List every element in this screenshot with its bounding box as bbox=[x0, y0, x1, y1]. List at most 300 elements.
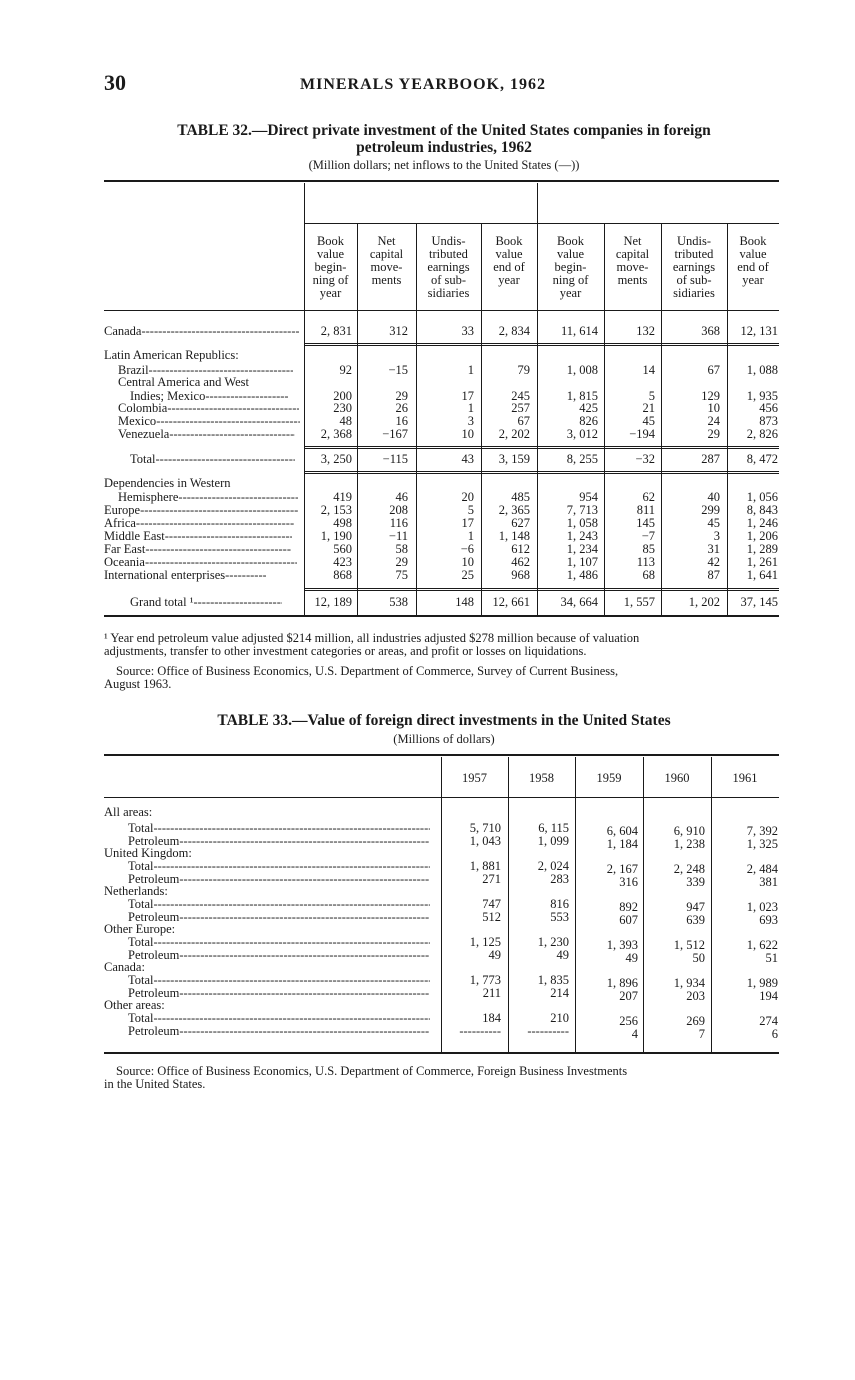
table-row bbox=[130, 453, 295, 466]
table32-cell: 48 bbox=[339, 414, 352, 428]
row-label: Total bbox=[128, 973, 154, 987]
row-label: Petroleum bbox=[128, 834, 180, 848]
row-label: Total bbox=[128, 897, 154, 911]
table32-col-header-line: earnings bbox=[672, 260, 716, 274]
table32-col-header-line: sidiaries bbox=[427, 286, 470, 300]
leader-dots bbox=[169, 428, 295, 441]
row-label: Colombia bbox=[118, 401, 168, 415]
table32-cell: 42 bbox=[707, 555, 720, 569]
table32-col-header-line: value bbox=[495, 247, 523, 261]
table-row bbox=[130, 596, 282, 609]
row-label: Mexico bbox=[118, 414, 157, 428]
table33-cell: ---------- bbox=[459, 1024, 501, 1038]
table32-col-header-line: ments bbox=[617, 273, 648, 287]
table32-cell: −6 bbox=[460, 542, 474, 556]
leader-dots bbox=[179, 911, 429, 924]
table32-cell: −11 bbox=[388, 529, 408, 543]
table32-cell: 67 bbox=[517, 414, 530, 428]
table32-cell: 456 bbox=[759, 401, 778, 415]
leader-dots bbox=[193, 596, 282, 609]
table33-cell: 1, 125 bbox=[469, 935, 501, 949]
table32-source-line2: August 1963. bbox=[104, 677, 172, 691]
table32-cell: 1, 815 bbox=[566, 389, 598, 403]
table32-total-rule bbox=[304, 471, 779, 472]
table33-cell: 214 bbox=[550, 986, 569, 1000]
table32-col-header-line: ning of bbox=[312, 273, 349, 287]
table32-cell: 1, 202 bbox=[688, 595, 720, 609]
table33-cell: 1, 512 bbox=[673, 938, 705, 952]
table32-cell: 8, 472 bbox=[746, 452, 778, 466]
table-row bbox=[128, 987, 429, 1000]
row-label: Petroleum bbox=[128, 872, 180, 886]
table32-group-rule bbox=[304, 223, 779, 224]
table32-cell: 2, 826 bbox=[746, 427, 778, 441]
table32-col-header-line: move- bbox=[616, 260, 649, 274]
table32-col-header bbox=[357, 235, 416, 287]
table32-col-header-line: ning of bbox=[552, 273, 589, 287]
table32-col-header-line: Book bbox=[739, 234, 767, 248]
table32-cell: 1, 056 bbox=[746, 490, 778, 504]
table32-col-header-line: of sub- bbox=[676, 273, 712, 287]
row-label: Oceania bbox=[104, 555, 145, 569]
table33-source-line2: in the United States. bbox=[104, 1077, 206, 1091]
table32-col-header bbox=[661, 235, 727, 300]
table32-col-header-line: move- bbox=[370, 260, 403, 274]
table-row bbox=[118, 428, 295, 441]
table32-cell: 75 bbox=[395, 568, 408, 582]
table33-cell: 7 bbox=[698, 1027, 705, 1041]
table33-cell: 947 bbox=[686, 900, 705, 914]
row-label: Far East bbox=[104, 542, 146, 556]
table32-col-header-line: begin- bbox=[314, 260, 347, 274]
table32-cell: 1, 148 bbox=[498, 529, 530, 543]
table32-cell: 627 bbox=[511, 516, 530, 530]
table32-title-line2: petroleum industries, 1962 bbox=[356, 139, 532, 156]
row-label: Petroleum bbox=[128, 910, 180, 924]
table32-cell: 17 bbox=[461, 516, 474, 530]
table33-cell: 210 bbox=[550, 1011, 569, 1025]
table32-cell: 29 bbox=[395, 555, 408, 569]
row-label: Central America and West bbox=[118, 375, 250, 389]
table32-total-rule bbox=[304, 345, 779, 346]
row-label: Brazil bbox=[118, 363, 149, 377]
leader-dots bbox=[178, 491, 298, 504]
table33-cell: 203 bbox=[686, 989, 705, 1003]
row-label: Other Europe: bbox=[104, 922, 176, 936]
table33-col-year: 1957 bbox=[462, 771, 487, 785]
table32-cell: 954 bbox=[579, 490, 598, 504]
table33-col-year: 1961 bbox=[732, 771, 758, 785]
table32-cell: 1, 935 bbox=[746, 389, 778, 403]
table33-cell: 6, 910 bbox=[673, 824, 705, 838]
table33-cell: 274 bbox=[759, 1014, 778, 1028]
table32-cell: 25 bbox=[461, 568, 474, 582]
table33-cell: 269 bbox=[686, 1014, 705, 1028]
table32-cell: −15 bbox=[388, 363, 408, 377]
leader-dots bbox=[154, 898, 430, 911]
row-label: Total bbox=[128, 935, 154, 949]
table32-cell: 113 bbox=[636, 555, 655, 569]
table32-top-rule bbox=[104, 180, 779, 182]
table32-cell: 10 bbox=[707, 401, 720, 415]
table32-cell: −7 bbox=[641, 529, 655, 543]
table32-col-header-line: tributed bbox=[429, 247, 468, 261]
table33-cell: 7, 392 bbox=[746, 824, 778, 838]
table33-cell: 283 bbox=[550, 872, 569, 886]
table33-cell: 1, 934 bbox=[673, 976, 705, 990]
table32-total-rule bbox=[304, 448, 779, 449]
table32-cell: 1 bbox=[467, 363, 474, 377]
table32-cell: 31 bbox=[707, 542, 720, 556]
table33-cell: 1, 622 bbox=[746, 938, 778, 952]
table32-cell: 498 bbox=[333, 516, 352, 530]
table32-cell: 11, 614 bbox=[560, 324, 598, 338]
table32-total-rule bbox=[304, 473, 779, 474]
table32-cell: 3 bbox=[467, 414, 474, 428]
table33-cell: 207 bbox=[619, 989, 638, 1003]
table32-cell: 20 bbox=[461, 490, 474, 504]
table32-cell: 560 bbox=[333, 542, 352, 556]
table32-col-header bbox=[481, 235, 537, 287]
table32-cell: 16 bbox=[395, 414, 408, 428]
table33-cell: 747 bbox=[482, 897, 501, 911]
running-head: MINERALS YEARBOOK, 1962 bbox=[300, 76, 546, 93]
table32-cell: 868 bbox=[333, 568, 352, 582]
row-label: Middle East bbox=[104, 529, 165, 543]
table33-cell: 607 bbox=[619, 913, 638, 927]
table-row bbox=[118, 376, 249, 389]
table33-cell: 553 bbox=[550, 910, 569, 924]
table32-cell: 87 bbox=[707, 568, 720, 582]
table33-col-year: 1959 bbox=[596, 771, 622, 785]
table32-cell: 1, 008 bbox=[566, 363, 598, 377]
table33-col-year: 1958 bbox=[529, 771, 554, 785]
table32-cell: 5 bbox=[648, 389, 655, 403]
table32-cell: 46 bbox=[395, 490, 408, 504]
leader-dots bbox=[179, 987, 429, 1000]
table32-cell: 1, 206 bbox=[746, 529, 778, 543]
table32-col-header-line: Undis- bbox=[676, 234, 712, 248]
table33-cell: 892 bbox=[619, 900, 638, 914]
table32-cell: 873 bbox=[759, 414, 778, 428]
table32-cell: 287 bbox=[701, 452, 720, 466]
row-label: Other areas: bbox=[104, 998, 165, 1012]
table32-cell: 8, 843 bbox=[746, 503, 778, 517]
table32-cell: 3, 159 bbox=[498, 452, 530, 466]
table32-col-header-line: end of bbox=[737, 260, 769, 274]
table32-cell: 1, 243 bbox=[566, 529, 598, 543]
table32-cell: 1, 246 bbox=[746, 516, 778, 530]
table33-cell: 194 bbox=[759, 989, 778, 1003]
table32-cell: 1, 058 bbox=[566, 516, 598, 530]
row-label: Total bbox=[130, 452, 156, 466]
leader-dots bbox=[156, 453, 295, 466]
table32-cell: 24 bbox=[707, 414, 720, 428]
leader-dots bbox=[154, 974, 430, 987]
table32-cell: 10 bbox=[461, 427, 474, 441]
leader-dots bbox=[145, 543, 291, 556]
table32-col-header-line: tributed bbox=[674, 247, 714, 261]
table32-cell: 423 bbox=[333, 555, 352, 569]
table32-cell: 67 bbox=[707, 363, 720, 377]
row-label: United Kingdom: bbox=[104, 846, 192, 860]
table32-cell: 245 bbox=[511, 389, 530, 403]
row-label: Africa bbox=[104, 516, 136, 530]
table32-cell: 45 bbox=[707, 516, 720, 530]
table33-bottom-rule bbox=[104, 1052, 779, 1054]
table32-cell: 368 bbox=[701, 324, 720, 338]
table33-cell: 339 bbox=[686, 875, 705, 889]
table33-cell: 639 bbox=[686, 913, 705, 927]
table32-cell: 485 bbox=[511, 490, 530, 504]
table32-cell: 14 bbox=[642, 363, 655, 377]
table32-col-header-line: Book bbox=[495, 234, 523, 248]
table32-cell: 26 bbox=[395, 401, 408, 415]
table32-cell: 230 bbox=[333, 401, 352, 415]
leader-dots bbox=[225, 569, 266, 582]
table32-col-header-line: sidiaries bbox=[673, 286, 715, 300]
table32-cell: 62 bbox=[642, 490, 655, 504]
leader-dots bbox=[179, 1025, 429, 1038]
table32-cell: 2, 368 bbox=[320, 427, 352, 441]
table32-cell: 85 bbox=[642, 542, 655, 556]
table32-cell: 1 bbox=[467, 401, 474, 415]
table33-cell: 693 bbox=[759, 913, 778, 927]
table32-cell: 129 bbox=[701, 389, 720, 403]
row-label: Latin American Republics: bbox=[104, 348, 239, 362]
table33-cell: 1, 393 bbox=[606, 938, 638, 952]
row-label: All areas: bbox=[104, 805, 153, 819]
table33-cell: 816 bbox=[550, 897, 569, 911]
table32-total-rule bbox=[304, 590, 779, 591]
table32-cell: 1 bbox=[467, 529, 474, 543]
table32-cell: 1, 486 bbox=[566, 568, 598, 582]
table32-subtitle: (Million dollars; net inflows to the United States (—)) bbox=[308, 158, 580, 172]
table32-cell: 2, 202 bbox=[498, 427, 530, 441]
table32-cell: 257 bbox=[511, 401, 530, 415]
table32-col-header bbox=[727, 235, 779, 287]
table-row bbox=[104, 349, 239, 362]
table32-cell: 2, 365 bbox=[498, 503, 530, 517]
table32-cell: 462 bbox=[511, 555, 530, 569]
table32-cell: 200 bbox=[333, 389, 352, 403]
table33-cell: 6, 604 bbox=[606, 824, 638, 838]
table32-col-header-line: Undis- bbox=[431, 234, 466, 248]
table33-cell: 271 bbox=[482, 872, 501, 886]
row-label: Petroleum bbox=[128, 986, 180, 1000]
leader-dots bbox=[154, 860, 430, 873]
table33-top-rule bbox=[104, 754, 779, 756]
table32-col-header-line: value bbox=[739, 247, 767, 261]
table32-cell: 1, 088 bbox=[746, 363, 778, 377]
table33-cell: 6, 115 bbox=[538, 821, 569, 835]
table32-col-header-line: Book bbox=[556, 234, 585, 248]
table33-cell: 2, 024 bbox=[537, 859, 569, 873]
table32-col-header-line: capital bbox=[369, 247, 404, 261]
table32-cell: 2, 153 bbox=[320, 503, 352, 517]
table32-cell: 1, 190 bbox=[320, 529, 352, 543]
row-label: Hemisphere bbox=[118, 490, 179, 504]
table32-cell: 58 bbox=[395, 542, 408, 556]
table32-col-header-line: Net bbox=[377, 234, 396, 248]
table32-cell: 3 bbox=[713, 529, 720, 543]
leader-dots bbox=[167, 402, 299, 415]
table-row bbox=[128, 949, 429, 962]
table32-cell: 43 bbox=[461, 452, 474, 466]
leader-dots bbox=[165, 530, 292, 543]
table33-cell: 50 bbox=[692, 951, 705, 965]
table32-cell: 2, 834 bbox=[498, 324, 530, 338]
table32-cell: 116 bbox=[389, 516, 408, 530]
table33-cell: 6 bbox=[771, 1027, 778, 1041]
table32-cell: 12, 131 bbox=[740, 324, 778, 338]
table33-title: TABLE 33.—Value of foreign direct investments in the United States bbox=[217, 712, 671, 729]
table32-cell: 21 bbox=[642, 401, 655, 415]
table33-cell: 512 bbox=[482, 910, 501, 924]
table33-cell: 49 bbox=[488, 948, 501, 962]
table-row bbox=[128, 873, 429, 886]
table33-cell: 1, 184 bbox=[606, 837, 638, 851]
table32-col-header-line: earnings bbox=[427, 260, 470, 274]
table32-cell: −32 bbox=[635, 452, 655, 466]
table32-col-header-line: Book bbox=[316, 234, 345, 248]
table32-cell: −167 bbox=[382, 427, 408, 441]
table32-cell: 299 bbox=[701, 503, 720, 517]
table32-cell: 17 bbox=[461, 389, 474, 403]
row-label: Total bbox=[128, 821, 154, 835]
row-label: Netherlands: bbox=[104, 884, 168, 898]
table32-cell: 2, 831 bbox=[320, 324, 352, 338]
table32-col-header-line: year bbox=[319, 286, 342, 300]
table32-bottom-rule bbox=[104, 615, 779, 617]
row-label: Total bbox=[128, 1011, 154, 1025]
table33-cell: 256 bbox=[619, 1014, 638, 1028]
table33-cell: 2, 484 bbox=[746, 862, 778, 876]
table33-cell: 1, 835 bbox=[537, 973, 569, 987]
table32-col-header-line: capital bbox=[615, 247, 650, 261]
table32-total-rule bbox=[304, 446, 779, 447]
table32-cell: 1, 641 bbox=[746, 568, 778, 582]
table32-col-header-line: value bbox=[316, 247, 345, 261]
table33-cell: 1, 230 bbox=[537, 935, 569, 949]
table32-cell: 312 bbox=[389, 324, 408, 338]
table-row bbox=[128, 1025, 429, 1038]
table-row bbox=[118, 491, 298, 504]
table32-col-header-line: year bbox=[742, 273, 764, 287]
table32-cell: 811 bbox=[636, 503, 655, 517]
table33-cell: 1, 023 bbox=[746, 900, 778, 914]
table32-col-header bbox=[416, 235, 481, 300]
table32-cell: 12, 661 bbox=[492, 595, 530, 609]
table32-col-header-line: of sub- bbox=[430, 273, 467, 287]
table32-cell: 3, 012 bbox=[566, 427, 598, 441]
table32-cell: 7, 713 bbox=[566, 503, 598, 517]
page-number: 30 bbox=[104, 70, 126, 95]
table32-cell: 8, 255 bbox=[566, 452, 598, 466]
table33-cell: 1, 989 bbox=[746, 976, 778, 990]
table32-cell: 425 bbox=[579, 401, 598, 415]
table-row bbox=[104, 325, 299, 338]
table32-col-header-line: end of bbox=[493, 260, 525, 274]
row-label: Indies; Mexico bbox=[130, 389, 206, 403]
table33-source-line1: Source: Office of Business Economics, U.S. Department of Commerce, Foreign Business Investments bbox=[116, 1064, 628, 1078]
table32-total-rule bbox=[304, 588, 779, 589]
leader-dots bbox=[179, 873, 429, 886]
table32-cell: 10 bbox=[461, 555, 474, 569]
table32-footnote-line2: adjustments, transfer to other investment categories or areas, and profit or losses on liquidations. bbox=[104, 644, 587, 658]
row-label: Dependencies in Western bbox=[104, 476, 231, 490]
table-row bbox=[104, 477, 231, 490]
table32-header-bottom-rule bbox=[104, 310, 779, 311]
table33-cell: 4 bbox=[631, 1027, 638, 1041]
table32-cell: 92 bbox=[339, 363, 352, 377]
table32-cell: 68 bbox=[642, 568, 655, 582]
table33-cell: 2, 167 bbox=[606, 862, 638, 876]
table33-col-year: 1960 bbox=[664, 771, 690, 785]
leader-dots bbox=[154, 1012, 430, 1025]
table32-col-header-line: begin- bbox=[554, 260, 587, 274]
table33-cell: ---------- bbox=[527, 1024, 569, 1038]
leader-dots bbox=[154, 822, 430, 835]
table32-col-header-line: Net bbox=[623, 234, 642, 248]
table33-cell: 1, 238 bbox=[673, 837, 705, 851]
table32-cell: 45 bbox=[642, 414, 655, 428]
table33-cell: 1, 325 bbox=[746, 837, 778, 851]
table33-cell: 49 bbox=[556, 948, 569, 962]
table32-cell: 1, 261 bbox=[746, 555, 778, 569]
table32-cell: 132 bbox=[636, 324, 655, 338]
table32-cell: 40 bbox=[707, 490, 720, 504]
table32-col-header-line: value bbox=[556, 247, 585, 261]
table32-col-header-line: year bbox=[559, 286, 582, 300]
table32-cell: 79 bbox=[517, 363, 530, 377]
table32-cell: 968 bbox=[511, 568, 530, 582]
row-label: Petroleum bbox=[128, 948, 180, 962]
table32-source-line1: Source: Office of Business Economics, U.S. Department of Commerce, Survey of Current Business, bbox=[116, 664, 619, 678]
leader-dots bbox=[141, 325, 299, 338]
row-label: Europe bbox=[104, 503, 141, 517]
table33-cell: 1, 043 bbox=[469, 834, 501, 848]
table32-cell: 12, 189 bbox=[314, 595, 352, 609]
table32-cell: 37, 145 bbox=[740, 595, 778, 609]
leader-dots bbox=[179, 949, 429, 962]
row-label: Grand total ¹ bbox=[130, 595, 194, 609]
table32-cell: 419 bbox=[333, 490, 352, 504]
table33-cell: 1, 896 bbox=[606, 976, 638, 990]
table32-cell: 5 bbox=[467, 503, 474, 517]
leader-dots bbox=[154, 936, 430, 949]
table33-cell: 49 bbox=[625, 951, 638, 965]
leader-dots bbox=[156, 415, 300, 428]
table32-cell: 1, 234 bbox=[566, 542, 598, 556]
table33-cell: 316 bbox=[619, 875, 638, 889]
table33-cell: 184 bbox=[482, 1011, 501, 1025]
table32-cell: 29 bbox=[395, 389, 408, 403]
table32-col-header bbox=[604, 235, 661, 287]
table32-cell: 34, 664 bbox=[560, 595, 598, 609]
table32-cell: 1, 289 bbox=[746, 542, 778, 556]
table33-cell: 1, 099 bbox=[537, 834, 569, 848]
table32-total-rule bbox=[304, 343, 779, 344]
leader-dots bbox=[179, 835, 429, 848]
table33-cell: 211 bbox=[482, 986, 501, 1000]
table32-cell: 29 bbox=[707, 427, 720, 441]
table33-cell: 1, 881 bbox=[469, 859, 501, 873]
table32-col-header-line: year bbox=[498, 273, 520, 287]
table32-cell: 148 bbox=[455, 595, 474, 609]
table32-cell: 33 bbox=[461, 324, 474, 338]
table32-cell: −194 bbox=[629, 427, 655, 441]
